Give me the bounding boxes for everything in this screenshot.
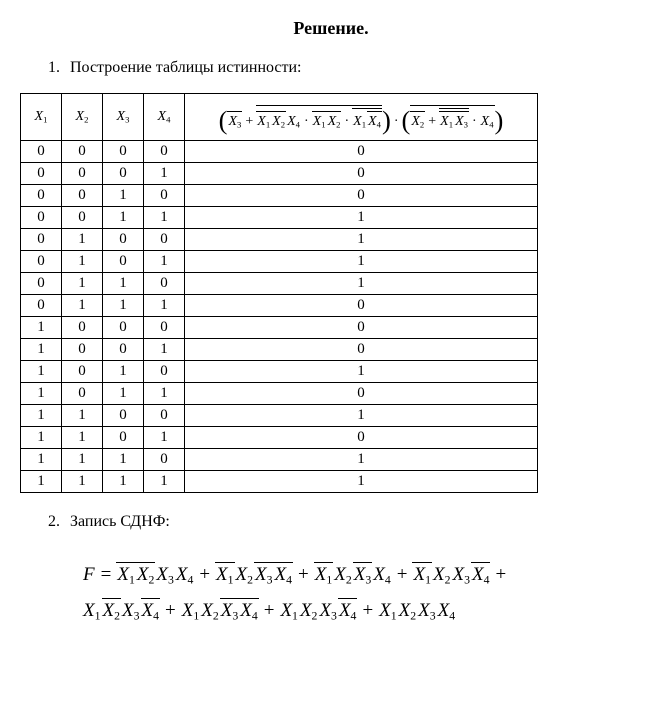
math-operator: · xyxy=(471,113,477,129)
input-cell: 1 xyxy=(144,339,185,361)
math-group xyxy=(279,598,357,622)
input-cell: 1 xyxy=(103,273,144,295)
math-variable: $X_4$ xyxy=(471,564,490,587)
math-group xyxy=(181,598,259,622)
header-formula xyxy=(185,94,538,141)
input-cell: 0 xyxy=(103,405,144,427)
math-group xyxy=(227,114,382,129)
math-variable: $X_3$ xyxy=(228,113,242,129)
input-cell: 0 xyxy=(21,163,62,185)
header-row xyxy=(21,94,538,141)
math-operator: + xyxy=(165,600,176,621)
output-cell: 1 xyxy=(185,405,538,427)
input-cell: 0 xyxy=(62,141,103,163)
math-variable: $X_1$ xyxy=(353,113,367,129)
math-variable: $X_4$ xyxy=(240,600,258,623)
input-cell: 1 xyxy=(144,471,185,493)
math-variable: $X_1$ xyxy=(413,564,431,587)
input-cell: 0 xyxy=(144,317,185,339)
math-variable: $X_1$ xyxy=(439,111,454,129)
table-row xyxy=(21,229,538,251)
math-variable: $X_1$ xyxy=(181,600,200,623)
table-row xyxy=(21,141,538,163)
section-1-label: Построение таблицы истинности: xyxy=(70,59,302,76)
output-cell: 1 xyxy=(185,471,538,493)
input-cell: 0 xyxy=(103,427,144,449)
math-variable: $X_2$ xyxy=(271,111,286,129)
math-operator: = xyxy=(100,564,112,585)
close-paren: ) xyxy=(494,104,504,135)
input-cell: 0 xyxy=(62,361,103,383)
math-variable: $X_3$ xyxy=(319,600,337,623)
math-paren-group xyxy=(218,104,391,135)
math-variable: $X_4$ xyxy=(274,564,293,587)
input-cell: 1 xyxy=(21,471,62,493)
math-variable: $X_4$ xyxy=(373,564,391,587)
math-variable: $X_2$ xyxy=(432,564,451,587)
math-variable: $X_4$ xyxy=(338,600,357,623)
input-cell: 0 xyxy=(144,449,185,471)
math-operator: + xyxy=(396,564,408,585)
math-variable: $X_3$ xyxy=(353,564,372,587)
math-group xyxy=(256,111,301,129)
input-cell: 1 xyxy=(21,317,62,339)
output-cell: 0 xyxy=(185,163,538,185)
math-variable: $X_3$ xyxy=(122,600,140,623)
section-1-heading xyxy=(48,59,652,77)
output-cell: 0 xyxy=(185,317,538,339)
table-row xyxy=(21,163,538,185)
input-cell: 1 xyxy=(62,405,103,427)
table-row xyxy=(21,185,538,207)
input-cell: 1 xyxy=(144,383,185,405)
table-row xyxy=(21,449,538,471)
math-group xyxy=(378,601,456,622)
math-variable: $X_2$ xyxy=(102,600,120,623)
input-cell: 1 xyxy=(21,339,62,361)
math-variable: $X_1$ xyxy=(314,564,333,587)
input-cell: 0 xyxy=(62,163,103,185)
table-row xyxy=(21,361,538,383)
sdnf-line-1 xyxy=(82,557,652,593)
math-operator: + xyxy=(263,600,275,621)
table-row xyxy=(21,273,538,295)
math-group xyxy=(352,108,382,129)
page-title: Решение. xyxy=(293,18,369,38)
math-group xyxy=(256,105,382,129)
header-x3 xyxy=(103,94,144,141)
math-variable: $X_2$ xyxy=(334,564,352,587)
truth-table-body xyxy=(21,141,538,493)
math-group xyxy=(410,114,494,129)
truth-table-head xyxy=(21,94,538,141)
input-cell: 0 xyxy=(144,405,185,427)
math-operator: + xyxy=(245,113,254,129)
table-row xyxy=(21,207,538,229)
math-variable: $X_1$ xyxy=(83,600,101,623)
input-cell: 0 xyxy=(103,317,144,339)
input-cell: 1 xyxy=(62,449,103,471)
output-cell: 0 xyxy=(185,295,538,317)
input-cell: 0 xyxy=(103,229,144,251)
math-variable: $X_3$ xyxy=(116,109,130,125)
input-cell: 1 xyxy=(62,471,103,493)
close-paren: ) xyxy=(381,104,391,135)
math-variable: $X_1$ xyxy=(312,113,326,129)
input-cell: 0 xyxy=(21,229,62,251)
output-cell: 1 xyxy=(185,449,538,471)
math-group xyxy=(116,562,194,586)
math-variable: $X_2$ xyxy=(299,600,318,623)
math-group xyxy=(227,111,242,129)
output-cell: 1 xyxy=(185,207,538,229)
table-row xyxy=(21,339,538,361)
input-cell: 0 xyxy=(21,273,62,295)
math-group xyxy=(314,562,392,586)
input-cell: 1 xyxy=(62,251,103,273)
math-group xyxy=(312,111,342,129)
input-cell: 0 xyxy=(21,251,62,273)
math-variable: $X_4$ xyxy=(175,564,194,587)
input-cell: 1 xyxy=(62,273,103,295)
math-group xyxy=(215,562,293,586)
input-cell: 1 xyxy=(144,251,185,273)
math-variable: $X_2$ xyxy=(327,113,341,129)
open-paren: ( xyxy=(401,104,411,135)
sdnf-formula xyxy=(82,557,652,629)
sdnf-line-2 xyxy=(82,593,652,629)
output-cell: 0 xyxy=(185,383,538,405)
output-cell: 0 xyxy=(185,427,538,449)
truth-table xyxy=(20,93,538,493)
math-operator: · xyxy=(344,113,350,129)
math-variable: $X_2$ xyxy=(75,109,89,125)
section-2-heading xyxy=(48,513,652,531)
input-cell: 0 xyxy=(103,339,144,361)
header-x2 xyxy=(62,94,103,141)
input-cell: 0 xyxy=(62,339,103,361)
math-variable: $X_4$ xyxy=(141,600,159,623)
output-cell: 0 xyxy=(185,185,538,207)
input-cell: 0 xyxy=(62,317,103,339)
input-cell: 0 xyxy=(62,185,103,207)
math-variable: $X_4$ xyxy=(480,113,494,129)
input-cell: 0 xyxy=(103,163,144,185)
input-cell: 0 xyxy=(21,185,62,207)
math-operator: + xyxy=(428,113,437,129)
input-cell: 0 xyxy=(62,207,103,229)
input-cell: 0 xyxy=(62,383,103,405)
math-variable: $X_3$ xyxy=(255,564,273,587)
table-row xyxy=(21,471,538,493)
table-row xyxy=(21,295,538,317)
output-cell: 1 xyxy=(185,229,538,251)
input-cell: 0 xyxy=(21,207,62,229)
input-cell: 1 xyxy=(21,427,62,449)
math-variable: $X_2$ xyxy=(136,564,155,587)
math-group xyxy=(410,105,494,129)
math-variable: $X_2$ xyxy=(201,600,219,623)
math-variable: $X_2$ xyxy=(235,564,254,587)
input-cell: 1 xyxy=(144,207,185,229)
math-group xyxy=(412,562,490,586)
math-operator: · xyxy=(393,113,399,129)
input-cell: 0 xyxy=(144,229,185,251)
math-operator: + xyxy=(362,600,374,621)
input-cell: 1 xyxy=(62,427,103,449)
input-cell: 0 xyxy=(103,141,144,163)
math-variable: $X_1$ xyxy=(379,600,397,623)
input-cell: 1 xyxy=(144,295,185,317)
math-variable: $X_2$ xyxy=(411,113,425,129)
output-cell: 1 xyxy=(185,273,538,295)
output-cell: 0 xyxy=(185,141,538,163)
table-row xyxy=(21,251,538,273)
input-cell: 1 xyxy=(21,449,62,471)
math-variable: $X_2$ xyxy=(398,600,417,623)
math-variable: $X_4$ xyxy=(367,111,382,129)
math-variable: $X_1$ xyxy=(256,111,271,129)
input-cell: 1 xyxy=(62,229,103,251)
math-variable: $X_3$ xyxy=(452,564,470,587)
math-group xyxy=(82,598,160,622)
input-cell: 1 xyxy=(21,405,62,427)
table-row xyxy=(21,405,538,427)
input-cell: 1 xyxy=(103,185,144,207)
input-cell: 1 xyxy=(103,295,144,317)
math-variable: $X_1$ xyxy=(216,564,234,587)
input-cell: 0 xyxy=(103,251,144,273)
header-x4 xyxy=(144,94,185,141)
output-cell: 1 xyxy=(185,251,538,273)
math-variable: $X_3$ xyxy=(454,111,469,129)
math-operator: + xyxy=(495,564,507,585)
input-cell: 1 xyxy=(103,383,144,405)
math-variable: $X_1$ xyxy=(280,600,298,623)
math-variable: $X_4$ xyxy=(437,600,456,623)
input-cell: 0 xyxy=(144,361,185,383)
input-cell: 0 xyxy=(144,273,185,295)
math-group xyxy=(410,111,425,129)
output-cell: 0 xyxy=(185,339,538,361)
input-cell: 1 xyxy=(103,471,144,493)
input-cell: 1 xyxy=(144,427,185,449)
section-2-number: 2. xyxy=(48,513,60,530)
table-row xyxy=(21,317,538,339)
math-operator: + xyxy=(298,564,309,585)
output-cell: 1 xyxy=(185,361,538,383)
math-variable: $X_3$ xyxy=(418,600,436,623)
table-row xyxy=(21,383,538,405)
math-variable: F xyxy=(83,564,95,585)
input-cell: 1 xyxy=(21,361,62,383)
table-row xyxy=(21,427,538,449)
math-paren-group xyxy=(401,104,504,135)
open-paren: ( xyxy=(218,104,228,135)
math-operator: + xyxy=(199,564,211,585)
math-operator: · xyxy=(303,113,309,129)
math-variable: $X_4$ xyxy=(287,113,300,129)
input-cell: 0 xyxy=(144,185,185,207)
math-variable: $X_3$ xyxy=(220,600,239,623)
header-x1 xyxy=(21,94,62,141)
math-variable: $X_3$ xyxy=(156,564,174,587)
input-cell: 1 xyxy=(21,383,62,405)
input-cell: 1 xyxy=(103,207,144,229)
math-variable: $X_4$ xyxy=(157,109,171,125)
math-group xyxy=(439,108,469,129)
section-2-label: Запись СДНФ: xyxy=(70,513,170,530)
input-cell: 1 xyxy=(103,449,144,471)
input-cell: 1 xyxy=(103,361,144,383)
input-cell: 0 xyxy=(21,295,62,317)
math-variable: $X_1$ xyxy=(34,109,48,125)
input-cell: 0 xyxy=(21,141,62,163)
input-cell: 1 xyxy=(144,163,185,185)
section-1-number: 1. xyxy=(48,59,60,76)
math-variable: $X_1$ xyxy=(117,564,135,587)
input-cell: 1 xyxy=(62,295,103,317)
input-cell: 0 xyxy=(144,141,185,163)
